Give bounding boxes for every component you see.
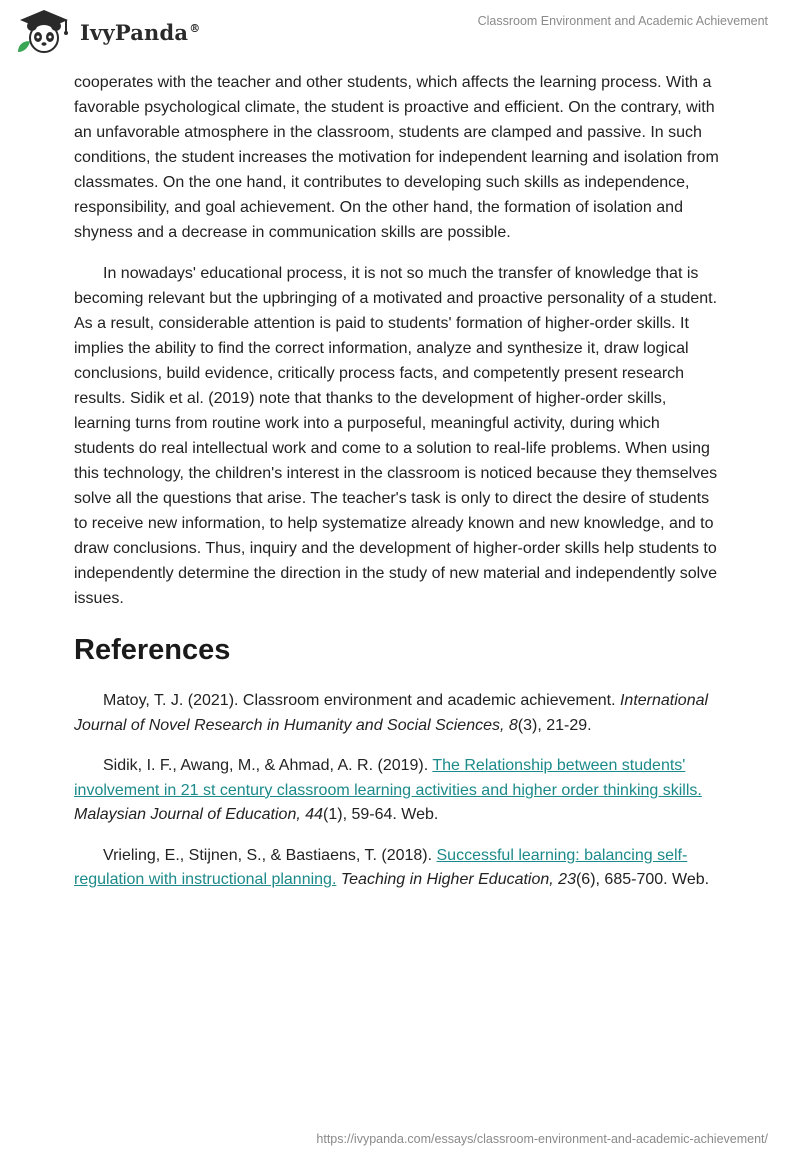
reference-link[interactable]: Successful learning: balancing self-regulation with instructional planning. (74, 846, 688, 888)
logo-wordmark: IvyPanda® (80, 19, 201, 45)
reference-item: Vrieling, E., Stijnen, S., & Bastiaens, T. (2018). Successful learning: balancing self-regulation with instructional planning. Teaching in Higher Education, 23(6), 685-700. Web. (74, 846, 710, 888)
panda-graduation-cap-icon (14, 8, 74, 56)
references-heading: References (74, 634, 231, 666)
ivypanda-logo[interactable] (14, 8, 200, 56)
body-paragraph: In nowadays' educational process, it is not so much the transfer of knowledge that is becoming relevant but the upbringing of a motivated and proactive personality of a student. As a result, considerable attention is paid to students' formation of higher-order skills. It implies the ability to find the correct information, analyze and synthesize it, draw logical conclusions, build evidence, critically process facts, and competently present research results. Sidik et al. (2019) note that thanks to the development of higher-order skills, learning turns from routine work into a purposeful, meaningful activity, during which students do real intellectual work and come to a solution to real-life problems. When using this technology, the children's interest in the classroom is noticed because they themselves solve all the questions that arise. The teacher's task is only to direct the desire of students to receive new information, to help systematize already known and new knowledge, and to draw conclusions. Thus, inquiry and the development of higher-order skills help students to independently determine the direction in the study of new material and independently solve issues. (74, 265, 718, 607)
reference-item: Matoy, T. J. (2021). Classroom environment and academic achievement. International Journal of Novel Research in Humanity and Social Sciences, 8(3), 21-29. (74, 692, 709, 734)
reference-item: Sidik, I. F., Awang, M., & Ahmad, A. R. (2019). The Relationship between students' involvement in 21 st century classroom learning activities and higher order thinking skills. Malaysian Journal of Education, 44(1), 59-64. Web. (74, 757, 702, 823)
essay-content (74, 70, 724, 909)
body-paragraph: cooperates with the teacher and other students, which affects the learning process. With a favorable psychological climate, the student is proactive and efficient. On the contrary, with an unfavorable atmosphere in the classroom, students are clamped and passive. In such conditions, the student increases the motivation for independent learning and isolation from classmates. On the one hand, it contributes to developing such skills as independence, responsibility, and goal achievement. On the other hand, the formation of isolation and shyness and a decrease in communication skills are possible. (74, 74, 719, 241)
page-header (0, 0, 800, 70)
reference-link[interactable]: The Relationship between students' involvement in 21 st century classroom learning activities and higher order thinking skills. (74, 757, 702, 799)
document-title: Classroom Environment and Academic Achievement (477, 14, 768, 28)
page-url-footer: https://ivypanda.com/essays/classroom-environment-and-academic-achievement/ (316, 1132, 768, 1146)
